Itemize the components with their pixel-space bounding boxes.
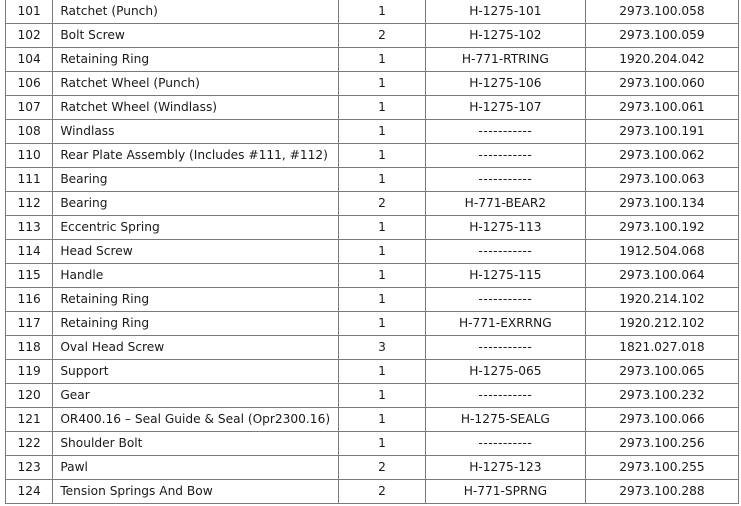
part-number-cell: H-1275-SEALG xyxy=(425,408,585,432)
ref-number-cell: 124 xyxy=(6,480,53,504)
ref-number-cell: 107 xyxy=(6,96,53,120)
description-cell: Oval Head Screw xyxy=(53,336,339,360)
item-number-cell: 1920.212.102 xyxy=(585,312,738,336)
ref-number-cell: 111 xyxy=(6,168,53,192)
description-cell: Retaining Ring xyxy=(53,312,339,336)
part-number-cell: H-771-RTRING xyxy=(425,48,585,72)
part-number-cell: H-1275-107 xyxy=(425,96,585,120)
quantity-cell: 1 xyxy=(339,432,426,456)
ref-number-cell: 104 xyxy=(6,48,53,72)
item-number-cell: 2973.100.288 xyxy=(585,480,738,504)
quantity-cell: 1 xyxy=(339,288,426,312)
quantity-cell: 2 xyxy=(339,24,426,48)
quantity-cell: 1 xyxy=(339,0,426,24)
quantity-cell: 3 xyxy=(339,336,426,360)
part-number-cell: ----------- xyxy=(425,432,585,456)
table-row xyxy=(6,0,739,24)
part-number-cell: H-1275-102 xyxy=(425,24,585,48)
quantity-cell: 1 xyxy=(339,312,426,336)
part-number-cell: ----------- xyxy=(425,120,585,144)
item-number-cell: 1821.027.018 xyxy=(585,336,738,360)
quantity-cell: 1 xyxy=(339,144,426,168)
quantity-cell: 1 xyxy=(339,264,426,288)
description-cell: Head Screw xyxy=(53,240,339,264)
table-row xyxy=(6,264,739,288)
description-cell: Retaining Ring xyxy=(53,48,339,72)
item-number-cell: 2973.100.064 xyxy=(585,264,738,288)
quantity-cell: 1 xyxy=(339,384,426,408)
ref-number-cell: 115 xyxy=(6,264,53,288)
table-row xyxy=(6,360,739,384)
description-cell: Tension Springs And Bow xyxy=(53,480,339,504)
ref-number-cell: 102 xyxy=(6,24,53,48)
quantity-cell: 1 xyxy=(339,408,426,432)
ref-number-cell: 106 xyxy=(6,72,53,96)
table-row xyxy=(6,72,739,96)
table-row xyxy=(6,336,739,360)
part-number-cell: H-771-EXRRNG xyxy=(425,312,585,336)
quantity-cell: 1 xyxy=(339,96,426,120)
parts-list-body xyxy=(6,0,739,504)
ref-number-cell: 110 xyxy=(6,144,53,168)
item-number-cell: 2973.100.256 xyxy=(585,432,738,456)
part-number-cell: ----------- xyxy=(425,240,585,264)
part-number-cell: H-1275-115 xyxy=(425,264,585,288)
item-number-cell: 2973.100.065 xyxy=(585,360,738,384)
part-number-cell: H-771-BEAR2 xyxy=(425,192,585,216)
table-row xyxy=(6,312,739,336)
part-number-cell: H-1275-101 xyxy=(425,0,585,24)
description-cell: Support xyxy=(53,360,339,384)
ref-number-cell: 123 xyxy=(6,456,53,480)
part-number-cell: ----------- xyxy=(425,168,585,192)
ref-number-cell: 117 xyxy=(6,312,53,336)
table-row xyxy=(6,120,739,144)
quantity-cell: 1 xyxy=(339,216,426,240)
description-cell: Windlass xyxy=(53,120,339,144)
description-cell: Ratchet (Punch) xyxy=(53,0,339,24)
quantity-cell: 1 xyxy=(339,360,426,384)
quantity-cell: 2 xyxy=(339,456,426,480)
table-row xyxy=(6,456,739,480)
description-cell: Bearing xyxy=(53,192,339,216)
table-row xyxy=(6,432,739,456)
part-number-cell: ----------- xyxy=(425,384,585,408)
ref-number-cell: 101 xyxy=(6,0,53,24)
part-number-cell: ----------- xyxy=(425,144,585,168)
description-cell: Ratchet Wheel (Windlass) xyxy=(53,96,339,120)
table-row xyxy=(6,240,739,264)
table-row xyxy=(6,288,739,312)
description-cell: Shoulder Bolt xyxy=(53,432,339,456)
item-number-cell: 2973.100.062 xyxy=(585,144,738,168)
quantity-cell: 1 xyxy=(339,48,426,72)
item-number-cell: 1920.214.102 xyxy=(585,288,738,312)
part-number-cell: H-1275-123 xyxy=(425,456,585,480)
ref-number-cell: 114 xyxy=(6,240,53,264)
parts-list-table xyxy=(5,0,739,504)
item-number-cell: 2973.100.232 xyxy=(585,384,738,408)
ref-number-cell: 112 xyxy=(6,192,53,216)
quantity-cell: 1 xyxy=(339,72,426,96)
item-number-cell: 2973.100.063 xyxy=(585,168,738,192)
table-row xyxy=(6,408,739,432)
table-row xyxy=(6,192,739,216)
description-cell: Retaining Ring xyxy=(53,288,339,312)
quantity-cell: 2 xyxy=(339,192,426,216)
item-number-cell: 1912.504.068 xyxy=(585,240,738,264)
description-cell: Bearing xyxy=(53,168,339,192)
ref-number-cell: 122 xyxy=(6,432,53,456)
description-cell: Gear xyxy=(53,384,339,408)
ref-number-cell: 113 xyxy=(6,216,53,240)
description-cell: Pawl xyxy=(53,456,339,480)
table-row xyxy=(6,480,739,504)
part-number-cell: ----------- xyxy=(425,336,585,360)
quantity-cell: 1 xyxy=(339,168,426,192)
item-number-cell: 2973.100.066 xyxy=(585,408,738,432)
item-number-cell: 2973.100.134 xyxy=(585,192,738,216)
ref-number-cell: 116 xyxy=(6,288,53,312)
item-number-cell: 2973.100.058 xyxy=(585,0,738,24)
item-number-cell: 2973.100.255 xyxy=(585,456,738,480)
table-row xyxy=(6,384,739,408)
quantity-cell: 2 xyxy=(339,480,426,504)
table-row xyxy=(6,24,739,48)
table-row xyxy=(6,216,739,240)
quantity-cell: 1 xyxy=(339,120,426,144)
table-row xyxy=(6,48,739,72)
part-number-cell: H-1275-065 xyxy=(425,360,585,384)
item-number-cell: 2973.100.061 xyxy=(585,96,738,120)
item-number-cell: 2973.100.192 xyxy=(585,216,738,240)
part-number-cell: H-1275-106 xyxy=(425,72,585,96)
description-cell: OR400.16 – Seal Guide & Seal (Opr2300.16) xyxy=(53,408,339,432)
ref-number-cell: 120 xyxy=(6,384,53,408)
item-number-cell: 2973.100.191 xyxy=(585,120,738,144)
description-cell: Rear Plate Assembly (Includes #111, #112) xyxy=(53,144,339,168)
part-number-cell: H-1275-113 xyxy=(425,216,585,240)
part-number-cell: ----------- xyxy=(425,288,585,312)
ref-number-cell: 121 xyxy=(6,408,53,432)
item-number-cell: 1920.204.042 xyxy=(585,48,738,72)
ref-number-cell: 108 xyxy=(6,120,53,144)
item-number-cell: 2973.100.060 xyxy=(585,72,738,96)
description-cell: Handle xyxy=(53,264,339,288)
ref-number-cell: 119 xyxy=(6,360,53,384)
table-row xyxy=(6,96,739,120)
table-row xyxy=(6,144,739,168)
quantity-cell: 1 xyxy=(339,240,426,264)
table-row xyxy=(6,168,739,192)
ref-number-cell: 118 xyxy=(6,336,53,360)
item-number-cell: 2973.100.059 xyxy=(585,24,738,48)
description-cell: Bolt Screw xyxy=(53,24,339,48)
description-cell: Eccentric Spring xyxy=(53,216,339,240)
description-cell: Ratchet Wheel (Punch) xyxy=(53,72,339,96)
part-number-cell: H-771-SPRNG xyxy=(425,480,585,504)
